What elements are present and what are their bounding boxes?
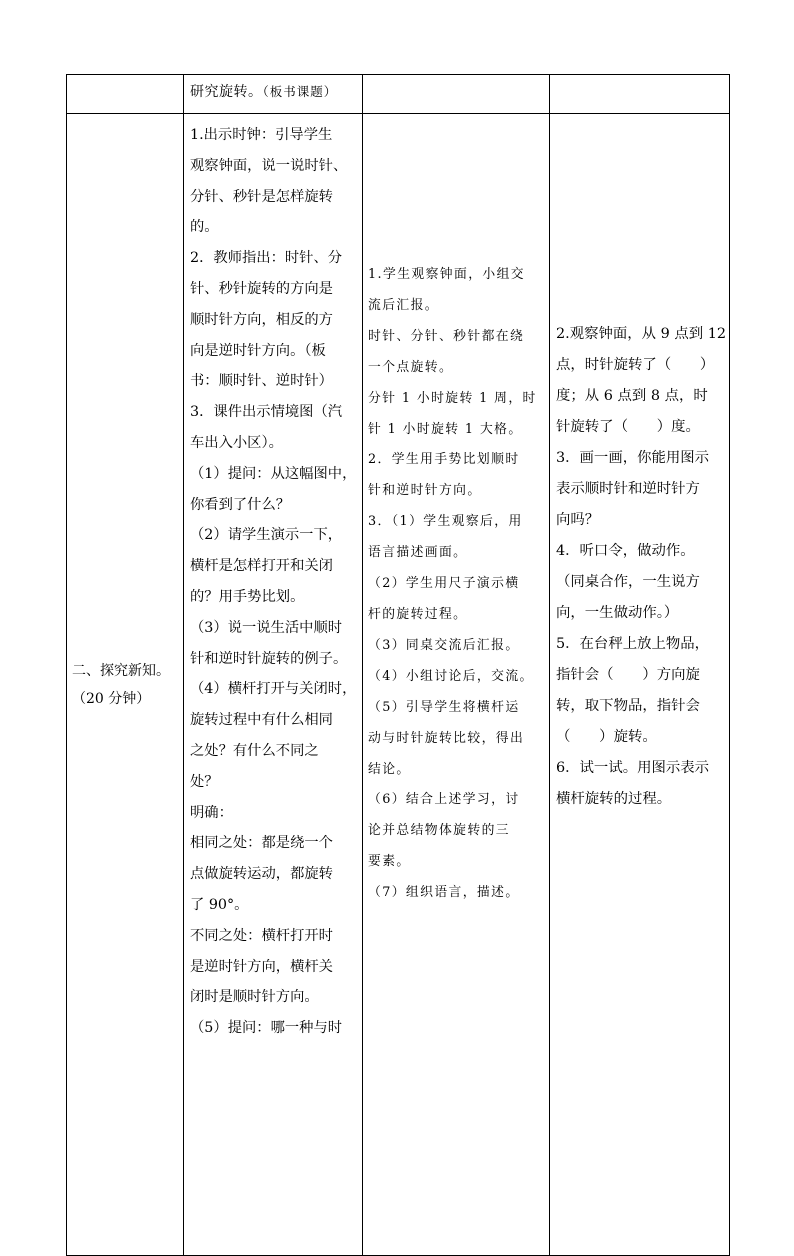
teacher-activity-line: 书：顺时针、逆时针） bbox=[190, 373, 333, 390]
stage-cell-empty bbox=[67, 75, 184, 114]
student-activity-line: 2．学生用手势比划顺时 bbox=[368, 452, 520, 468]
student-activity-line: （7）组织语言，描述。 bbox=[368, 885, 520, 901]
student-activity-line: 论并总结物体旋转的三 bbox=[368, 823, 510, 839]
student-activity-line: 针和逆时针方向。 bbox=[368, 483, 482, 499]
student-activity-line: （4）小组讨论后，交流。 bbox=[368, 668, 534, 684]
student-activity-line: 3．（1）学生观察后，用 bbox=[368, 514, 523, 530]
student-activity-line: 流后汇报。 bbox=[368, 297, 439, 313]
teacher-activity-line: 针和逆时针旋转的例子。 bbox=[190, 650, 348, 667]
student-activity-line: 时针、分针、秒针都在绕 bbox=[368, 328, 525, 344]
teacher-activity-line: 旋转过程中有什么相同 bbox=[190, 712, 333, 729]
teacher-activity-line: 相同之处：都是绕一个 bbox=[190, 835, 333, 852]
topic-text: 研究旋转。 bbox=[190, 84, 263, 100]
stage-title: 二、探究新知。 bbox=[72, 662, 170, 679]
teacher-activity-line: 了 90°。 bbox=[190, 896, 249, 913]
student-activity-line: （5）引导学生将横杆运 bbox=[368, 699, 520, 715]
student-activity-line: 动与时针旋转比较，得出 bbox=[368, 730, 525, 746]
student-activity-line: （2）学生用尺子演示横 bbox=[368, 576, 520, 592]
stage-duration: （20 分钟） bbox=[72, 690, 151, 707]
teacher-activity-line: 是逆时针方向，横杆关 bbox=[190, 958, 333, 975]
teacher-activity-line: 你看到了什么？ bbox=[190, 496, 291, 513]
student-cell-empty bbox=[363, 75, 550, 114]
teacher-activity-line: 顺时针方向，相反的方 bbox=[190, 311, 333, 328]
teacher-activity-line: 1.出示时钟：引导学生 bbox=[190, 127, 333, 143]
teacher-activities-cell bbox=[184, 114, 363, 1256]
exercise-line: 向，一生做动作。） bbox=[556, 605, 679, 621]
student-activities-cell bbox=[363, 114, 550, 1256]
teacher-activities-list bbox=[190, 120, 360, 1044]
exercise-line: 向吗？ bbox=[556, 512, 600, 528]
exercise-line: 表示顺时针和逆时针方 bbox=[556, 481, 700, 497]
stage-cell bbox=[67, 114, 184, 1256]
teacher-activity-line: （1）提问：从这幅图中， bbox=[190, 465, 357, 482]
exercise-line: 指针会（ ）方向旋 bbox=[556, 667, 700, 683]
teacher-activity-line: 明确： bbox=[190, 804, 233, 821]
exercises-cell bbox=[550, 114, 730, 1256]
topic-cell bbox=[184, 75, 363, 114]
student-activity-line: （6）结合上述学习，讨 bbox=[368, 792, 520, 808]
student-activity-line: 要素。 bbox=[368, 854, 411, 870]
teacher-activity-line: 针、秒针旋转的方向是 bbox=[190, 280, 333, 297]
teacher-activity-line: 点做旋转运动，都旋转 bbox=[190, 866, 333, 883]
student-activity-line: 杆的旋转过程。 bbox=[368, 606, 468, 622]
teacher-activity-line: 观察钟面，说一说时针、 bbox=[190, 157, 348, 174]
table-row-explore bbox=[67, 114, 730, 1256]
exercise-line: 2.观察钟面，从 9 点到 12 bbox=[556, 326, 727, 342]
teacher-activity-line: 闭时是顺时针方向。 bbox=[190, 989, 319, 1006]
lesson-plan-table bbox=[66, 74, 730, 1256]
topic-note: （板书课题） bbox=[262, 84, 338, 99]
exercise-line: （同桌合作，一生说方 bbox=[556, 574, 700, 590]
teacher-activity-line: （3）说一说生活中顺时 bbox=[190, 619, 343, 636]
teacher-activity-line: 处？ bbox=[190, 773, 219, 790]
teacher-activity-line: 的。 bbox=[190, 219, 219, 236]
exercise-line: 4．听口令，做动作。 bbox=[556, 543, 695, 559]
exercise-line: 6．试一试。用图示表示 bbox=[556, 760, 710, 776]
exercise-line: 点，时针旋转了（ ） bbox=[556, 357, 715, 373]
teacher-activity-line: 向是逆时针方向。（板 bbox=[190, 342, 326, 359]
student-activity-line: 分针 1 小时旋转 1 周，时 bbox=[368, 390, 537, 406]
teacher-activity-line: 横杆是怎样打开和关闭 bbox=[190, 558, 333, 575]
teacher-activity-line: 的？用手势比划。 bbox=[190, 588, 305, 605]
student-activity-line: 结论。 bbox=[368, 761, 411, 777]
teacher-activity-line: 之处？有什么不同之 bbox=[190, 742, 319, 759]
teacher-activity-line: 车出入小区）。 bbox=[190, 434, 283, 451]
student-activity-line: （3）同桌交流后汇报。 bbox=[368, 637, 520, 653]
teacher-activity-line: 分针、秒针是怎样旋转 bbox=[190, 188, 333, 205]
table-row-topic bbox=[67, 75, 730, 114]
exercise-line: 转，取下物品，指针会 bbox=[556, 698, 700, 714]
exercise-line: 3．画一画，你能用图示 bbox=[556, 450, 710, 466]
student-activity-line: 1.学生观察钟面，小组交 bbox=[368, 267, 525, 282]
teacher-activity-line: （2）请学生演示一下， bbox=[190, 527, 343, 544]
exercise-line: 横杆旋转的过程。 bbox=[556, 791, 672, 807]
exercise-line: 针旋转了（ ）度。 bbox=[556, 419, 700, 435]
teacher-activity-line: 不同之处：横杆打开时 bbox=[190, 927, 333, 944]
exercises-list bbox=[556, 319, 727, 815]
teacher-activity-line: （5）提问：哪一种与时 bbox=[190, 1020, 343, 1037]
teacher-activity-line: 2．教师指出：时针、分 bbox=[190, 250, 343, 267]
student-activity-line: 语言描述画面。 bbox=[368, 545, 468, 561]
exercise-line: 度；从 6 点到 8 点，时 bbox=[556, 388, 708, 404]
student-activity-line: 针 1 小时旋转 1 大格。 bbox=[368, 421, 523, 437]
teacher-activity-line: （4）横杆打开与关闭时， bbox=[190, 681, 357, 698]
student-activity-line: 一个点旋转。 bbox=[368, 359, 454, 375]
exercise-line: （ ）旋转。 bbox=[556, 729, 657, 745]
student-activities-list bbox=[368, 260, 547, 909]
teacher-activity-line: 3．课件出示情境图（汽 bbox=[190, 404, 343, 421]
exercise-line: 5．在台秤上放上物品， bbox=[556, 636, 710, 652]
exercise-cell-empty bbox=[550, 75, 730, 114]
